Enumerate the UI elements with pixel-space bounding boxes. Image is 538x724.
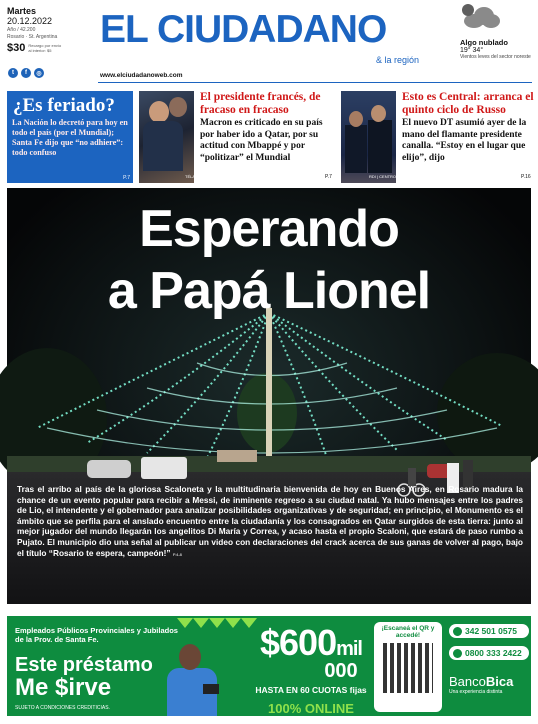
photo-credit: TÉLAM — [185, 174, 199, 179]
ad-contact — [449, 624, 529, 695]
weather-wind: Vientos leves del sector noreste — [460, 54, 531, 60]
bank-name-a: Banco — [449, 674, 486, 689]
teaser-central-body: El nuevo DT asumió ayer de la mano del flamante presidente canalla. “Estoy en el lugar que elijo”, dijo — [402, 118, 527, 163]
date-block — [7, 6, 67, 54]
cloud-icon — [462, 4, 500, 30]
bunting-decoration — [177, 616, 257, 630]
bank-advertisement[interactable] — [7, 616, 531, 724]
phone-icon — [453, 649, 462, 658]
teaser-holiday[interactable] — [7, 91, 133, 183]
price: $30 — [7, 42, 26, 54]
phone-pill-1[interactable] — [449, 624, 529, 638]
ad-title-2: Me $irve — [15, 674, 112, 701]
phone-number-2: 0800 333 2422 — [465, 648, 522, 658]
ad-title-1: Este préstamo — [15, 654, 153, 676]
ad-person-image — [157, 644, 237, 716]
main-feature[interactable] — [7, 188, 531, 604]
teaser-macron[interactable] — [200, 91, 335, 164]
teaser-macron-title: El presidente francés, de fracaso en fracaso — [200, 91, 321, 116]
teaser-central-title: Esto es Central: arranca el quinto ciclo de Russo — [402, 91, 534, 116]
price-row — [7, 42, 67, 54]
location: Rosario · St. Argentina — [7, 34, 58, 40]
headline-line-2: a Papá Lionel — [107, 262, 431, 320]
story-text: Tras el arribo al país de la gloriosa Scaloneta y la multitudinaria bienvenida de hoy en Buenos Aires, en Rosario madura la chance de un evento popular para recibir a Messi, de inminente regreso a su ciudad natal. Ya hubo mensajes entre los padres de Lio, el intendente y el gobernador para analizar posibilidades organizativas y de seguridad; en principio, el Monumento es el ámbito que se perfila para el anslado encuentro entre la ciudadanía y los consagrados en Qatar surgidos de esta tierra: junto al mejor jugador del mundo llegarán los angelitos Di María y Correa, y acaso hasta el propio Scaloni, que estará de paso rumbo a Pujato. El municipio dio una señal al publicar un video con declaraciones del crack acerca de sus ganas de volver al pago, bajo el título “Rosario te espera, campeón!” — [17, 484, 523, 558]
ad-online: 100% ONLINE — [268, 701, 354, 716]
main-headline — [7, 198, 531, 322]
whatsapp-icon — [453, 627, 462, 636]
teaser-central[interactable] — [402, 91, 534, 164]
ad-amount-value: $600 — [260, 622, 337, 663]
masthead — [0, 0, 538, 88]
facebook-icon[interactable]: f — [21, 68, 31, 78]
day: Martes — [7, 6, 37, 16]
teaser-holiday-body: La Nación lo decretó para hoy en todo el país (por el Mundial); Santa Fe dijo que “no adhiere”: todo confuso — [12, 118, 128, 157]
phone-number-1: 342 501 0575 — [465, 626, 517, 636]
main-story-body — [17, 484, 523, 560]
region-tagline: & la región — [376, 55, 420, 65]
newspaper-logo: EL CIUDADANO — [100, 8, 387, 51]
ad-installments: HASTA EN 60 CUOTAS fijas — [255, 685, 367, 695]
ad-audience: Empleados Públicos Provinciales y Jubilados de la Prov. de Santa Fe. — [15, 626, 178, 644]
masthead-rule — [98, 82, 532, 83]
ad-loan-offer — [253, 624, 369, 724]
qr-text: ¡Escaneá el QR y accedé! — [381, 625, 435, 639]
page-ref: P.4-8 — [172, 551, 182, 557]
ad-amount-unit: mil — [336, 638, 362, 660]
bank-tagline: Una experiencia distinta — [449, 689, 503, 695]
central-photo — [341, 91, 396, 183]
teaser-holiday-title: ¿Es feriado? — [13, 95, 115, 116]
qr-code-box[interactable] — [374, 622, 442, 712]
macron-photo — [139, 91, 194, 183]
teaser-row — [0, 88, 538, 186]
ad-online-sub: ¡Cuando quieras, donde quieras! — [260, 717, 362, 724]
photo-credit: RDI | CENTRO — [369, 174, 397, 179]
headline-line-1: Esperando — [139, 200, 399, 258]
ad-amount-sub: 000 — [324, 660, 358, 682]
weather-box — [460, 4, 534, 60]
twitter-icon[interactable]: t — [8, 68, 18, 78]
page-ref: P.7 — [123, 175, 130, 181]
date: 20.12.2022 — [7, 16, 53, 26]
price-note: Recargo por envío al interior: $5 — [28, 43, 62, 53]
weather-condition: Algo nublado — [460, 38, 508, 47]
instagram-icon[interactable]: ◎ — [34, 68, 44, 78]
bank-logo — [449, 674, 529, 689]
ad-fine-print: SUJETO A CONDICIONES CREDITICIAS. — [15, 705, 110, 711]
qr-code-icon[interactable] — [383, 643, 433, 693]
issue-number: Año / 42.200 — [7, 27, 36, 33]
phone-pill-2[interactable] — [449, 646, 529, 660]
bank-name-b: Bica — [485, 674, 514, 689]
page-ref: P.7 — [325, 174, 332, 180]
website-url[interactable]: www.elciudadanoweb.com — [100, 72, 183, 79]
page-ref: P.16 — [521, 174, 531, 180]
social-links — [8, 68, 44, 78]
weather-temps: 19° 34° — [460, 47, 484, 54]
teaser-macron-body: Macron es criticado en su país por haber ido a Qatar, por su actitud con Mbappé y por “politizar” el Mundial — [200, 118, 323, 163]
